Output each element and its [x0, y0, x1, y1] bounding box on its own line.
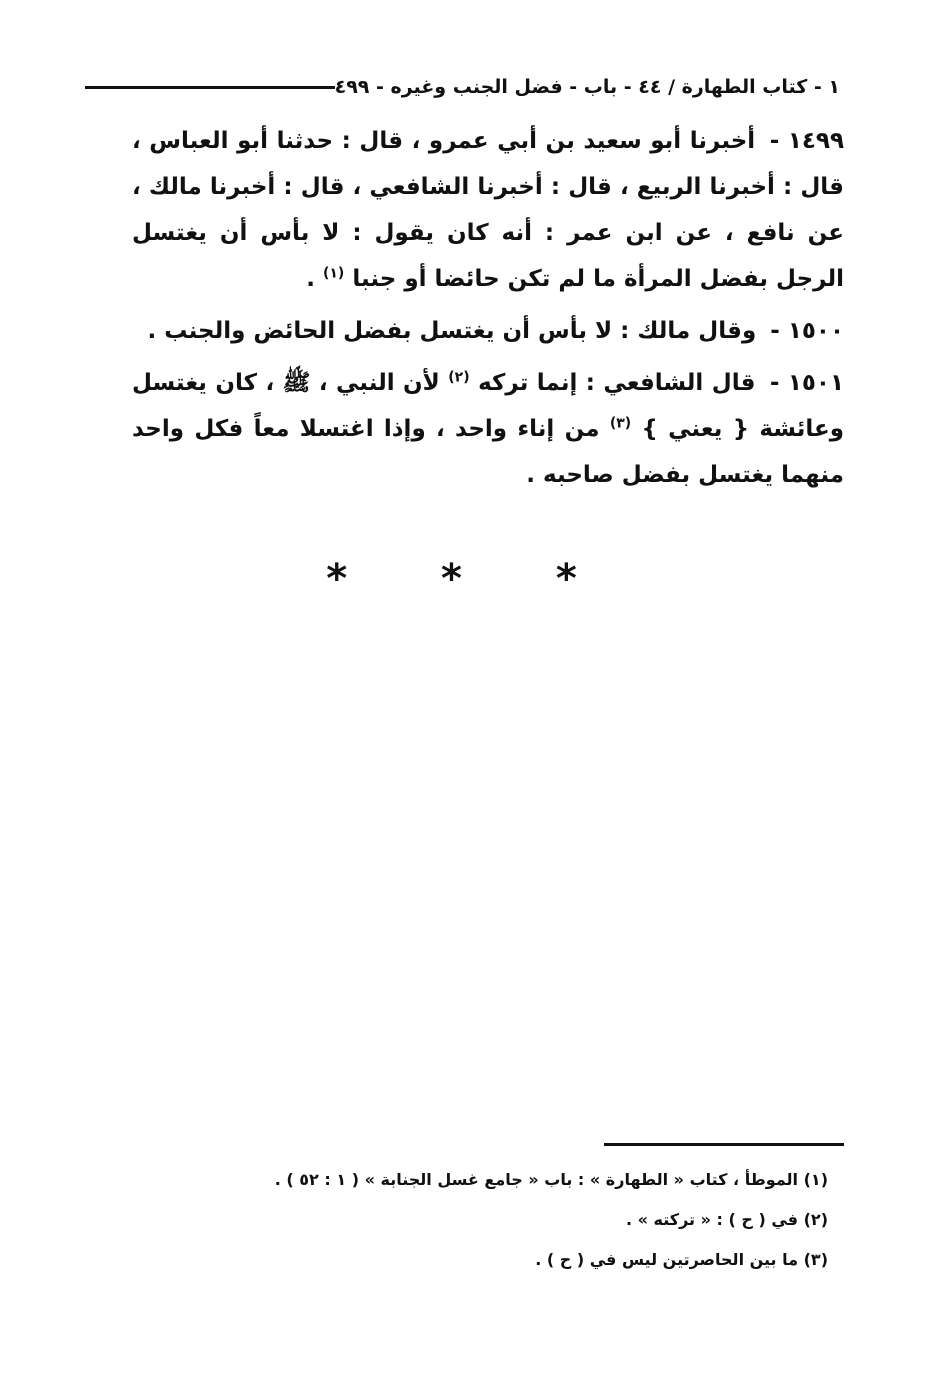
paragraph-1500: [132, 308, 844, 354]
paragraph-1501: [132, 360, 844, 498]
paragraph-text-b: لأن النبي ، ﷺ ، كان يغتسل وعائشة { يعني }: [132, 370, 844, 442]
footnote-ref-2: (٢): [448, 369, 470, 386]
body-text: [132, 118, 844, 504]
paragraph-text-a: قال الشافعي : إنما تركه: [478, 370, 756, 396]
running-header: [120, 70, 840, 104]
paragraph-text: أخبرنا أبو سعيد بن أبي عمرو ، قال : حدثنا أبو العباس ، قال : أخبرنا الربيع ، قال : أخبرنا الشافعي ، قال : أخبرنا مالك ، عن نافع ، عن ابن عمر : أنه كان يقول : لا بأس أن يغتسل الرجل بفضل المرأة ما لم تكن حائضا أو جنبا: [132, 128, 844, 292]
paragraph-number: ١٥٠١ -: [769, 370, 845, 396]
running-title: ١ - كتاب الطهارة / ٤٤ - باب - فضل الجنب وغيره - ٤٩٩: [334, 76, 840, 98]
paragraph-number: ١٥٠٠ -: [770, 318, 844, 344]
header-rule: [85, 86, 335, 89]
section-break-asterisks: * * *: [326, 556, 617, 602]
paragraph-tail: .: [306, 266, 315, 292]
footnotes: [232, 1160, 828, 1280]
paragraph-text-c: من إناء واحد ، وإذا اغتسلا معاً فكل واحد منهما يغتسل بفضل صاحبه .: [132, 416, 844, 488]
footnote-ref-1: (١): [322, 265, 345, 282]
footnote-2: (٢) في ( ح ) : « تركته » .: [626, 1210, 828, 1229]
paragraph-1499: [132, 118, 844, 302]
footnote-1: (١) الموطأ ، كتاب « الطهارة » : باب « جامع غسل الجنابة » ( ١ : ٥٢ ) .: [274, 1170, 828, 1189]
paragraph-number: ١٤٩٩ -: [769, 128, 844, 154]
footnote-rule: [604, 1143, 844, 1146]
footnote-ref-3: (٣): [609, 415, 632, 432]
paragraph-text: وقال مالك : لا بأس أن يغتسل بفضل الحائض والجنب .: [147, 318, 757, 344]
footnote-3: (٣) ما بين الحاصرتين ليس في ( ح ) .: [535, 1250, 828, 1269]
